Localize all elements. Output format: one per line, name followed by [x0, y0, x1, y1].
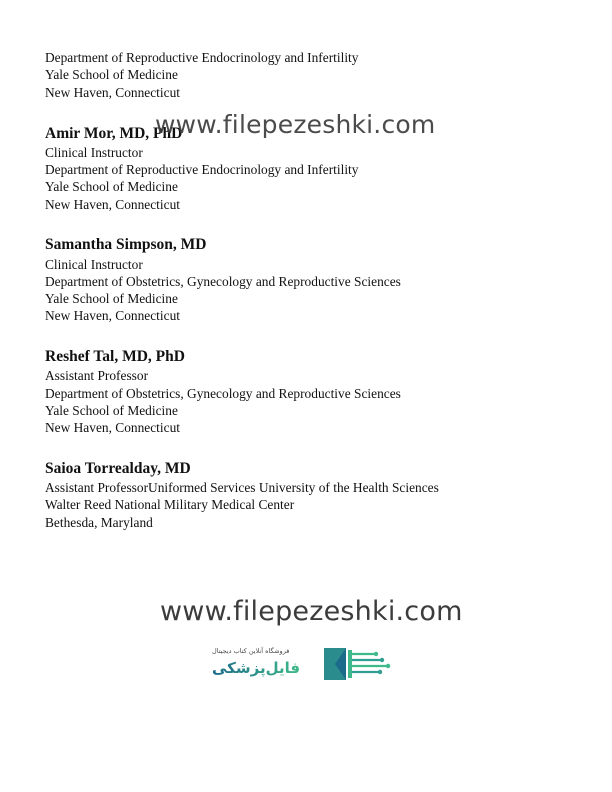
entry-3-line-1: Department of Obstetrics, Gynecology and Reproductive Sciences	[45, 386, 401, 401]
watermark-url-top: www.filepezeshki.com	[155, 110, 436, 139]
entry-1-line-1: Department of Reproductive Endocrinology and Infertility	[45, 162, 359, 177]
logo-text: فایل‌پزشکی	[212, 659, 301, 677]
entry-1-line-2: Yale School of Medicine	[45, 179, 178, 194]
entry-3-line-2: Yale School of Medicine	[45, 403, 178, 418]
entry-0-line-0: Department of Reproductive Endocrinology and Infertility	[45, 50, 359, 65]
entry-0-line-1: Yale School of Medicine	[45, 67, 178, 82]
entry-4-name: Saioa Torrealday, MD	[45, 460, 191, 477]
logo-subtext: فروشگاه آنلاین کتاب دیجیتال	[212, 647, 290, 655]
entry-1-line-0: Clinical Instructor	[45, 145, 143, 160]
entry-3-line-0: Assistant Professor	[45, 368, 149, 383]
entry-0-line-2: New Haven, Connecticut	[45, 85, 180, 100]
entry-3-name: Reshef Tal, MD, PhD	[45, 348, 185, 365]
entry-1-name: Amir Mor, MD, PhD	[45, 125, 183, 142]
entry-2-line-3: New Haven, Connecticut	[45, 308, 180, 323]
entry-3-line-3: New Haven, Connecticut	[45, 420, 180, 435]
entry-4-line-1: Walter Reed National Military Medical Center	[45, 497, 295, 512]
entry-2-line-2: Yale School of Medicine	[45, 291, 178, 306]
logo-emblem	[324, 648, 390, 680]
entry-2-name: Samantha Simpson, MD	[45, 236, 207, 253]
entry-4-line-0: Assistant ProfessorUniformed Services University of the Health Sciences	[45, 480, 439, 495]
filepezeshki-logo	[208, 640, 398, 690]
entry-4-line-2: Bethesda, Maryland	[45, 515, 153, 530]
entry-2-line-0: Clinical Instructor	[45, 257, 143, 272]
entry-1-line-3: New Haven, Connecticut	[45, 197, 180, 212]
watermark-url-bottom: www.filepezeshki.com	[160, 596, 463, 627]
entry-2-line-1: Department of Obstetrics, Gynecology and Reproductive Sciences	[45, 274, 401, 289]
